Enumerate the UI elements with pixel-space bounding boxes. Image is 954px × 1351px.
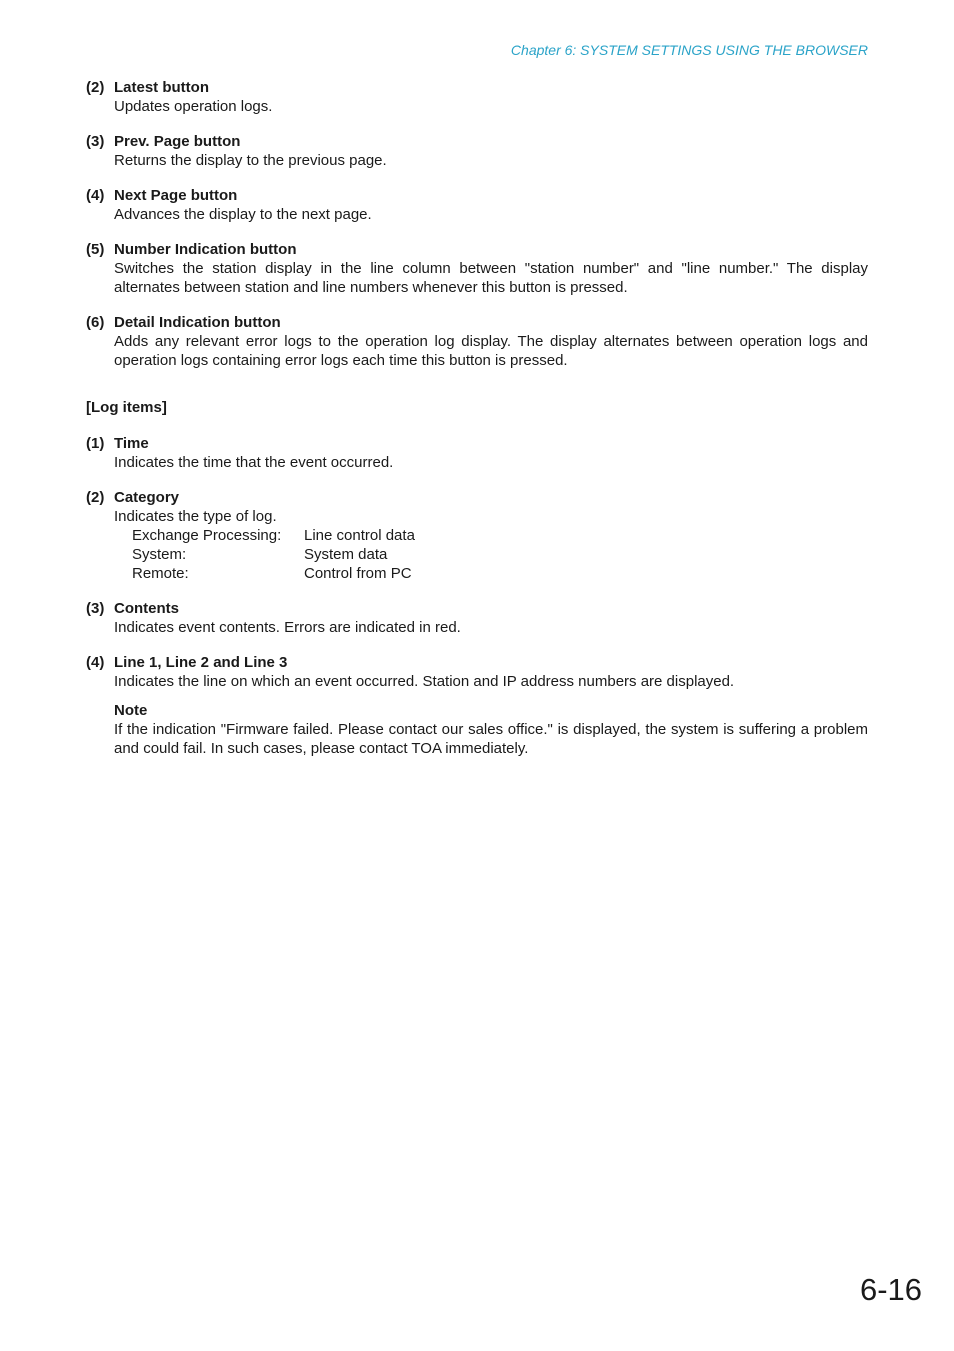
item-description: Returns the display to the previous page.	[114, 152, 387, 169]
item-contents	[86, 599, 868, 637]
item-description: Advances the display to the next page.	[114, 206, 372, 223]
item-title: Category	[114, 489, 180, 506]
item-title: Line 1, Line 2 and Line 3	[114, 654, 288, 671]
item-number-indication-button	[86, 240, 868, 297]
note-block	[114, 701, 868, 758]
item-description: Indicates the line on which an event occurred. Station and IP address numbers are displayed.	[114, 673, 735, 690]
chapter-header: Chapter 6: SYSTEM SETTINGS USING THE BROWSER	[510, 42, 868, 58]
item-title: Prev. Page button	[114, 133, 241, 150]
item-lines	[86, 653, 868, 758]
item-detail-indication-button	[86, 313, 868, 370]
item-next-page-button	[86, 186, 868, 224]
item-title: Time	[114, 435, 149, 452]
item-title: Latest button	[114, 79, 209, 96]
item-title: Contents	[114, 600, 179, 617]
category-value: Control from PC	[304, 565, 412, 582]
category-key: Exchange Processing:	[132, 527, 282, 544]
item-description: Adds any relevant error logs to the operation log display. The display alternates between operation logs and operation logs containing error logs each time this button is pressed.	[114, 333, 868, 369]
item-number: (3)	[86, 600, 105, 617]
item-description: Indicates the type of log.	[114, 508, 277, 525]
page-number: 6-16	[859, 1272, 922, 1307]
item-latest-button	[86, 78, 868, 116]
item-number: (5)	[86, 241, 105, 258]
item-number: (3)	[86, 133, 105, 150]
category-key: System:	[132, 546, 187, 563]
item-title: Number Indication button	[114, 241, 297, 258]
item-description: Switches the station display in the line column between "station number" and "line number." The display alternates between station and line numbers whenever this button is pressed.	[114, 260, 868, 296]
category-key: Remote:	[132, 565, 189, 582]
log-items-heading: [Log items]	[86, 399, 167, 416]
item-number: (2)	[86, 489, 105, 506]
item-description: Indicates the time that the event occurred.	[114, 454, 394, 471]
item-number: (2)	[86, 79, 105, 96]
item-number: (6)	[86, 314, 105, 331]
note-title: Note	[114, 702, 148, 719]
table-row	[132, 545, 415, 564]
item-description: Indicates event contents. Errors are indicated in red.	[114, 619, 461, 636]
item-time	[86, 434, 868, 472]
note-text: If the indication "Firmware failed. Please contact our sales office." is displayed, the system is suffering a problem and could fail. In such cases, please contact TOA immediately.	[114, 721, 868, 757]
category-value: Line control data	[304, 527, 415, 544]
item-number: (4)	[86, 187, 105, 204]
item-number: (1)	[86, 435, 105, 452]
item-number: (4)	[86, 654, 105, 671]
item-title: Next Page button	[114, 187, 238, 204]
table-row	[132, 526, 415, 545]
item-category	[86, 488, 868, 583]
category-value: System data	[304, 546, 388, 563]
category-table	[132, 526, 415, 583]
item-description: Updates operation logs.	[114, 98, 273, 115]
item-prev-page-button	[86, 132, 868, 170]
item-title: Detail Indication button	[114, 314, 281, 331]
page-content	[86, 78, 868, 774]
table-row	[132, 564, 415, 583]
